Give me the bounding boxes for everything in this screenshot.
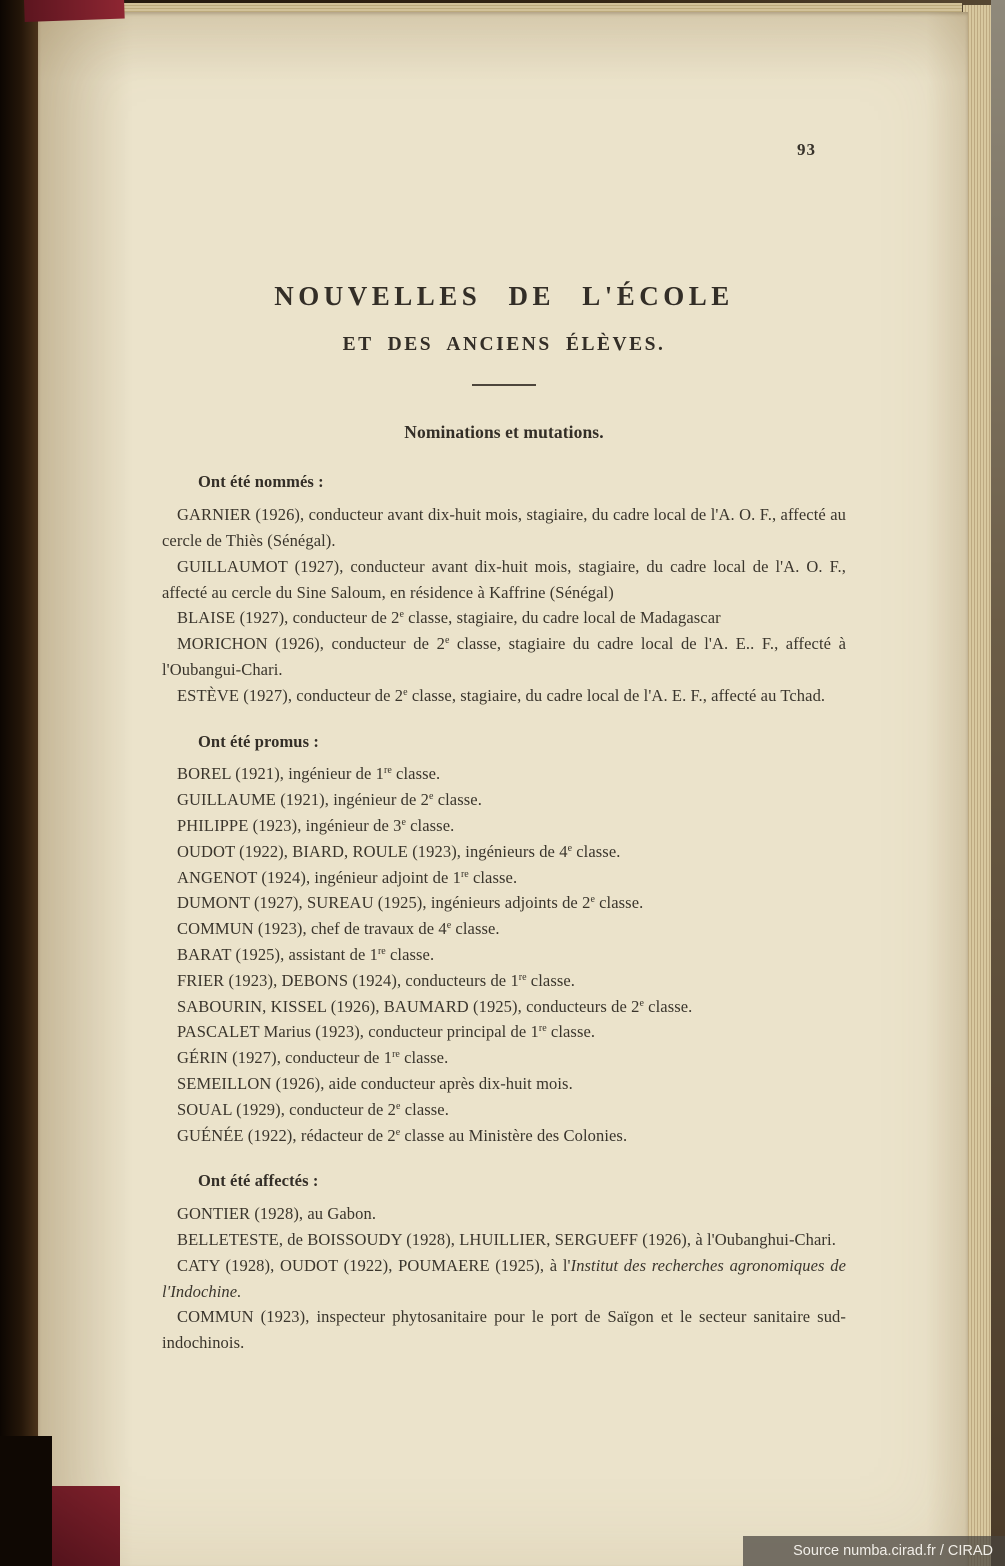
entry-paragraph: BLAISE (1927), conducteur de 2e classe, stagiaire, du cadre local de Madagascar	[177, 608, 721, 628]
paragraph-text: CATY (1928), OUDOT (1922), POUMAERE (1925), à l'	[177, 1255, 571, 1275]
entry-paragraph: COMMUN (1923), inspecteur phytosanitaire pour le port de Saïgon et le secteur sanitaire sud-indochinois.	[162, 1307, 846, 1353]
group-heading-nommes: Ont été nommés :	[198, 472, 324, 492]
entry-paragraph: GUILLAUMOT (1927), conducteur avant dix-huit mois, stagiaire, du cadre local de l'A. O. F., affecté au cercle du Sine Saloum, en résidence à Kaffrine (Sénégal)	[162, 556, 846, 602]
page-content	[162, 12, 846, 1356]
book-spine	[0, 0, 38, 1566]
source-watermark	[743, 1536, 1005, 1566]
page-subtitle: ET DES ANCIENS ÉLÈVES.	[342, 333, 666, 355]
group-heading-promus: Ont été promus :	[198, 731, 319, 751]
group-heading-affectes: Ont été affectés :	[198, 1171, 319, 1191]
entry-paragraph: MORICHON (1926), conducteur de 2e classe, stagiaire du cadre local de l'A. E.. F., affecté à l'Oubangui-Chari.	[162, 634, 847, 679]
page-title: NOUVELLES DE L'ÉCOLE	[274, 281, 734, 311]
entry-paragraph: BOREL (1921), ingénieur de 1re classe.	[177, 764, 441, 784]
entry-paragraph: GUÉNÉE (1922), rédacteur de 2e classe au Ministère des Colonies.	[177, 1125, 628, 1145]
divider-rule	[472, 384, 536, 386]
entry-paragraph: GÉRIN (1927), conducteur de 1re classe.	[177, 1048, 449, 1068]
entry-paragraph	[162, 1253, 846, 1305]
entry-paragraph: BARAT (1925), assistant de 1re classe.	[177, 944, 435, 964]
entry-paragraph: ESTÈVE (1927), conducteur de 2e classe, stagiaire, du cadre local de l'A. E. F., affecté au Tchad.	[177, 685, 826, 705]
book-cover-corner-shadow	[0, 1436, 52, 1566]
page-number: 93	[797, 140, 816, 159]
entry-paragraph: OUDOT (1922), BIARD, ROULE (1923), ingénieurs de 4e classe.	[177, 841, 621, 861]
entry-paragraph: GONTIER (1928), au Gabon.	[177, 1204, 377, 1224]
entry-paragraph: GARNIER (1926), conducteur avant dix-huit mois, stagiaire, du cadre local de l'A. O. F., affecté au cercle de Thiès (Sénégal).	[162, 505, 846, 550]
source-watermark-text: Source numba.cirad.fr / CIRAD	[793, 1543, 993, 1559]
section-heading: Nominations et mutations.	[404, 421, 604, 442]
entry-paragraph: COMMUN (1923), chef de travaux de 4e classe.	[177, 919, 500, 939]
paragraph-italic-text: Institut des recherches agronomiques de l'Indochine.	[162, 1255, 846, 1301]
book-cover-top	[24, 0, 125, 22]
book-edge-right	[991, 0, 1005, 1566]
entry-paragraph: SOUAL (1929), conducteur de 2e classe.	[177, 1099, 449, 1119]
entry-paragraph: PHILIPPE (1923), ingénieur de 3e classe.	[177, 815, 455, 835]
scanned-page	[38, 12, 968, 1566]
entry-paragraph: SEMEILLON (1926), aide conducteur après dix-huit mois.	[177, 1073, 573, 1093]
entry-paragraph: PASCALET Marius (1923), conducteur principal de 1re classe.	[177, 1022, 596, 1042]
entry-paragraph: ANGENOT (1924), ingénieur adjoint de 1re classe.	[177, 867, 518, 887]
entry-paragraph: BELLETESTE, de BOISSOUDY (1928), LHUILLIER, SERGUEFF (1926), à l'Oubanghui-Chari.	[177, 1229, 836, 1249]
entry-paragraph: DUMONT (1927), SUREAU (1925), ingénieurs adjoints de 2e classe.	[177, 893, 644, 913]
entry-paragraph: SABOURIN, KISSEL (1926), BAUMARD (1925), conducteurs de 2e classe.	[177, 996, 693, 1016]
entry-paragraph: GUILLAUME (1921), ingénieur de 2e classe.	[177, 790, 482, 810]
entry-paragraph: FRIER (1923), DEBONS (1924), conducteurs de 1re classe.	[177, 970, 576, 990]
